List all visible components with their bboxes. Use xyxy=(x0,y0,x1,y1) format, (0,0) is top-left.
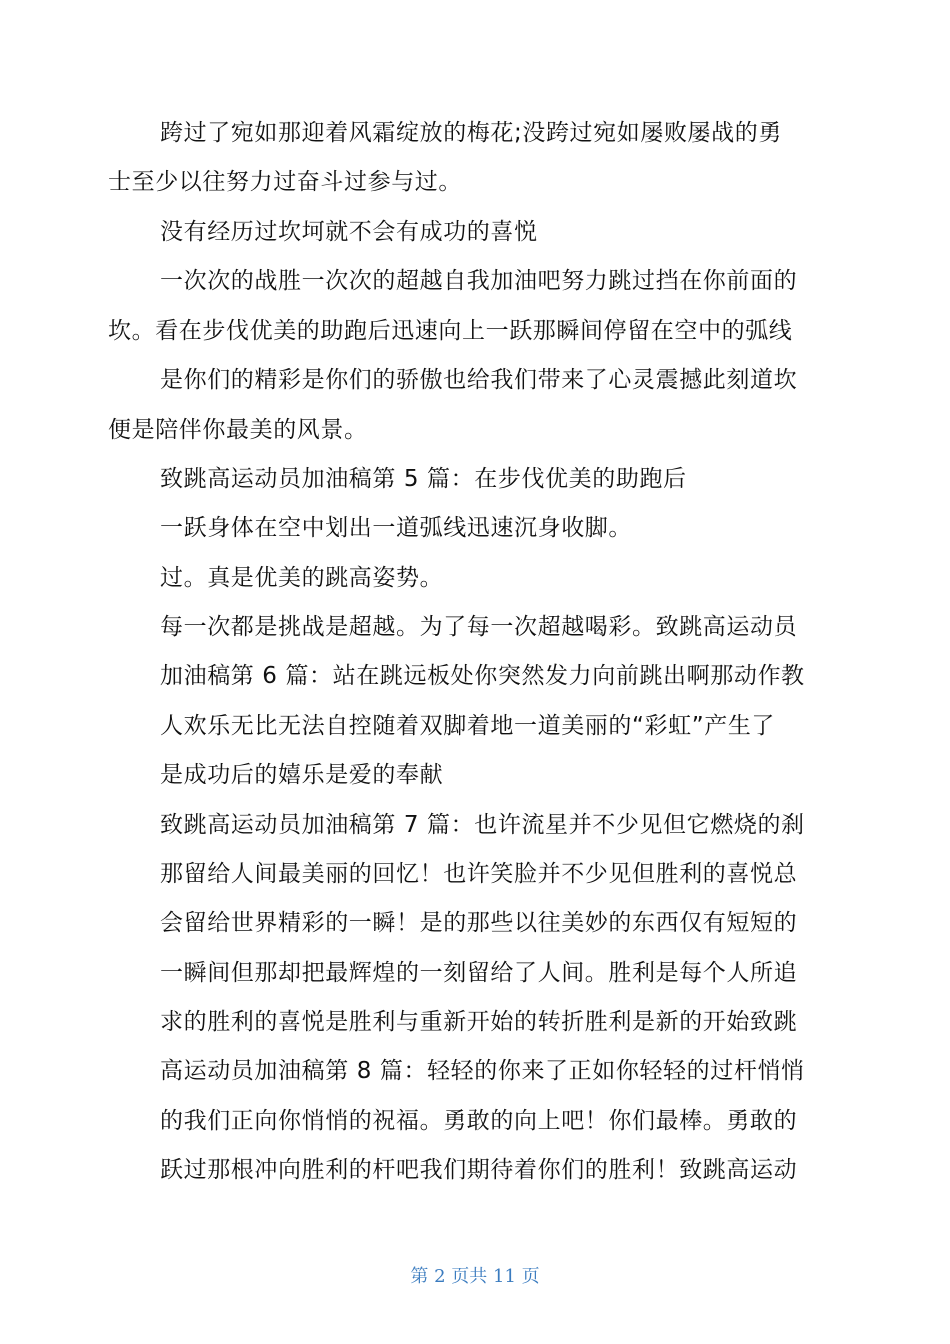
text-line: 致跳高运动员加油稿第 7 篇：也许流星并不少见但它燃烧的刹 xyxy=(160,812,805,838)
text-line: 是你们的精彩是你们的骄傲也给我们带来了心灵震撼此刻道坎 xyxy=(160,367,798,393)
text-line: 一跃身体在空中划出一道弧线迅速沉身收脚。 xyxy=(160,515,632,541)
text-line: 跨过了宛如那迎着风霜绽放的梅花;没跨过宛如屡败屡战的勇 xyxy=(160,120,782,146)
text-line: 致跳高运动员加油稿第 5 篇：在步伐优美的助跑后 xyxy=(160,466,687,492)
text-line: 一次次的战胜一次次的超越自我加油吧努力跳过挡在你前面的 xyxy=(160,268,798,294)
text-line: 过。真是优美的跳高姿势。 xyxy=(160,565,444,591)
text-line: 便是陪伴你最美的风景。 xyxy=(108,417,368,443)
text-line: 高运动员加油稿第 8 篇：轻轻的你来了正如你轻轻的过杆悄悄 xyxy=(160,1058,805,1084)
text-line: 的我们正向你悄悄的祝福。勇敢的向上吧！你们最棒。勇敢的 xyxy=(160,1108,798,1134)
text-line: 没有经历过坎坷就不会有成功的喜悦 xyxy=(160,219,538,245)
text-line: 跃过那根冲向胜利的杆吧我们期待着你们的胜利！致跳高运动 xyxy=(160,1157,798,1183)
text-line: 人欢乐无比无法自控随着双脚着地一道美丽的“彩虹”产生了 xyxy=(160,713,776,739)
text-line: 那留给人间最美丽的回忆！也许笑脸并不少见但胜利的喜悦总 xyxy=(160,861,798,887)
page-number-footer: 第 2 页共 11 页 xyxy=(410,1266,540,1287)
text-line: 坎。看在步伐优美的助跑后迅速向上一跃那瞬间停留在空中的弧线 xyxy=(108,318,793,344)
text-line: 每一次都是挑战是超越。为了每一次超越喝彩。致跳高运动员 xyxy=(160,614,798,640)
text-line: 求的胜利的喜悦是胜利与重新开始的转折胜利是新的开始致跳 xyxy=(160,1009,798,1035)
text-line: 士至少以往努力过奋斗过参与过。 xyxy=(108,169,462,195)
text-line: 加油稿第 6 篇：站在跳远板处你突然发力向前跳出啊那动作教 xyxy=(160,663,805,689)
text-line: 会留给世界精彩的一瞬！是的那些以往美妙的东西仅有短短的 xyxy=(160,910,798,936)
text-line: 一瞬间但那却把最辉煌的一刻留给了人间。胜利是每个人所追 xyxy=(160,960,798,986)
text-line: 是成功后的嬉乐是爱的奉献 xyxy=(160,762,444,788)
